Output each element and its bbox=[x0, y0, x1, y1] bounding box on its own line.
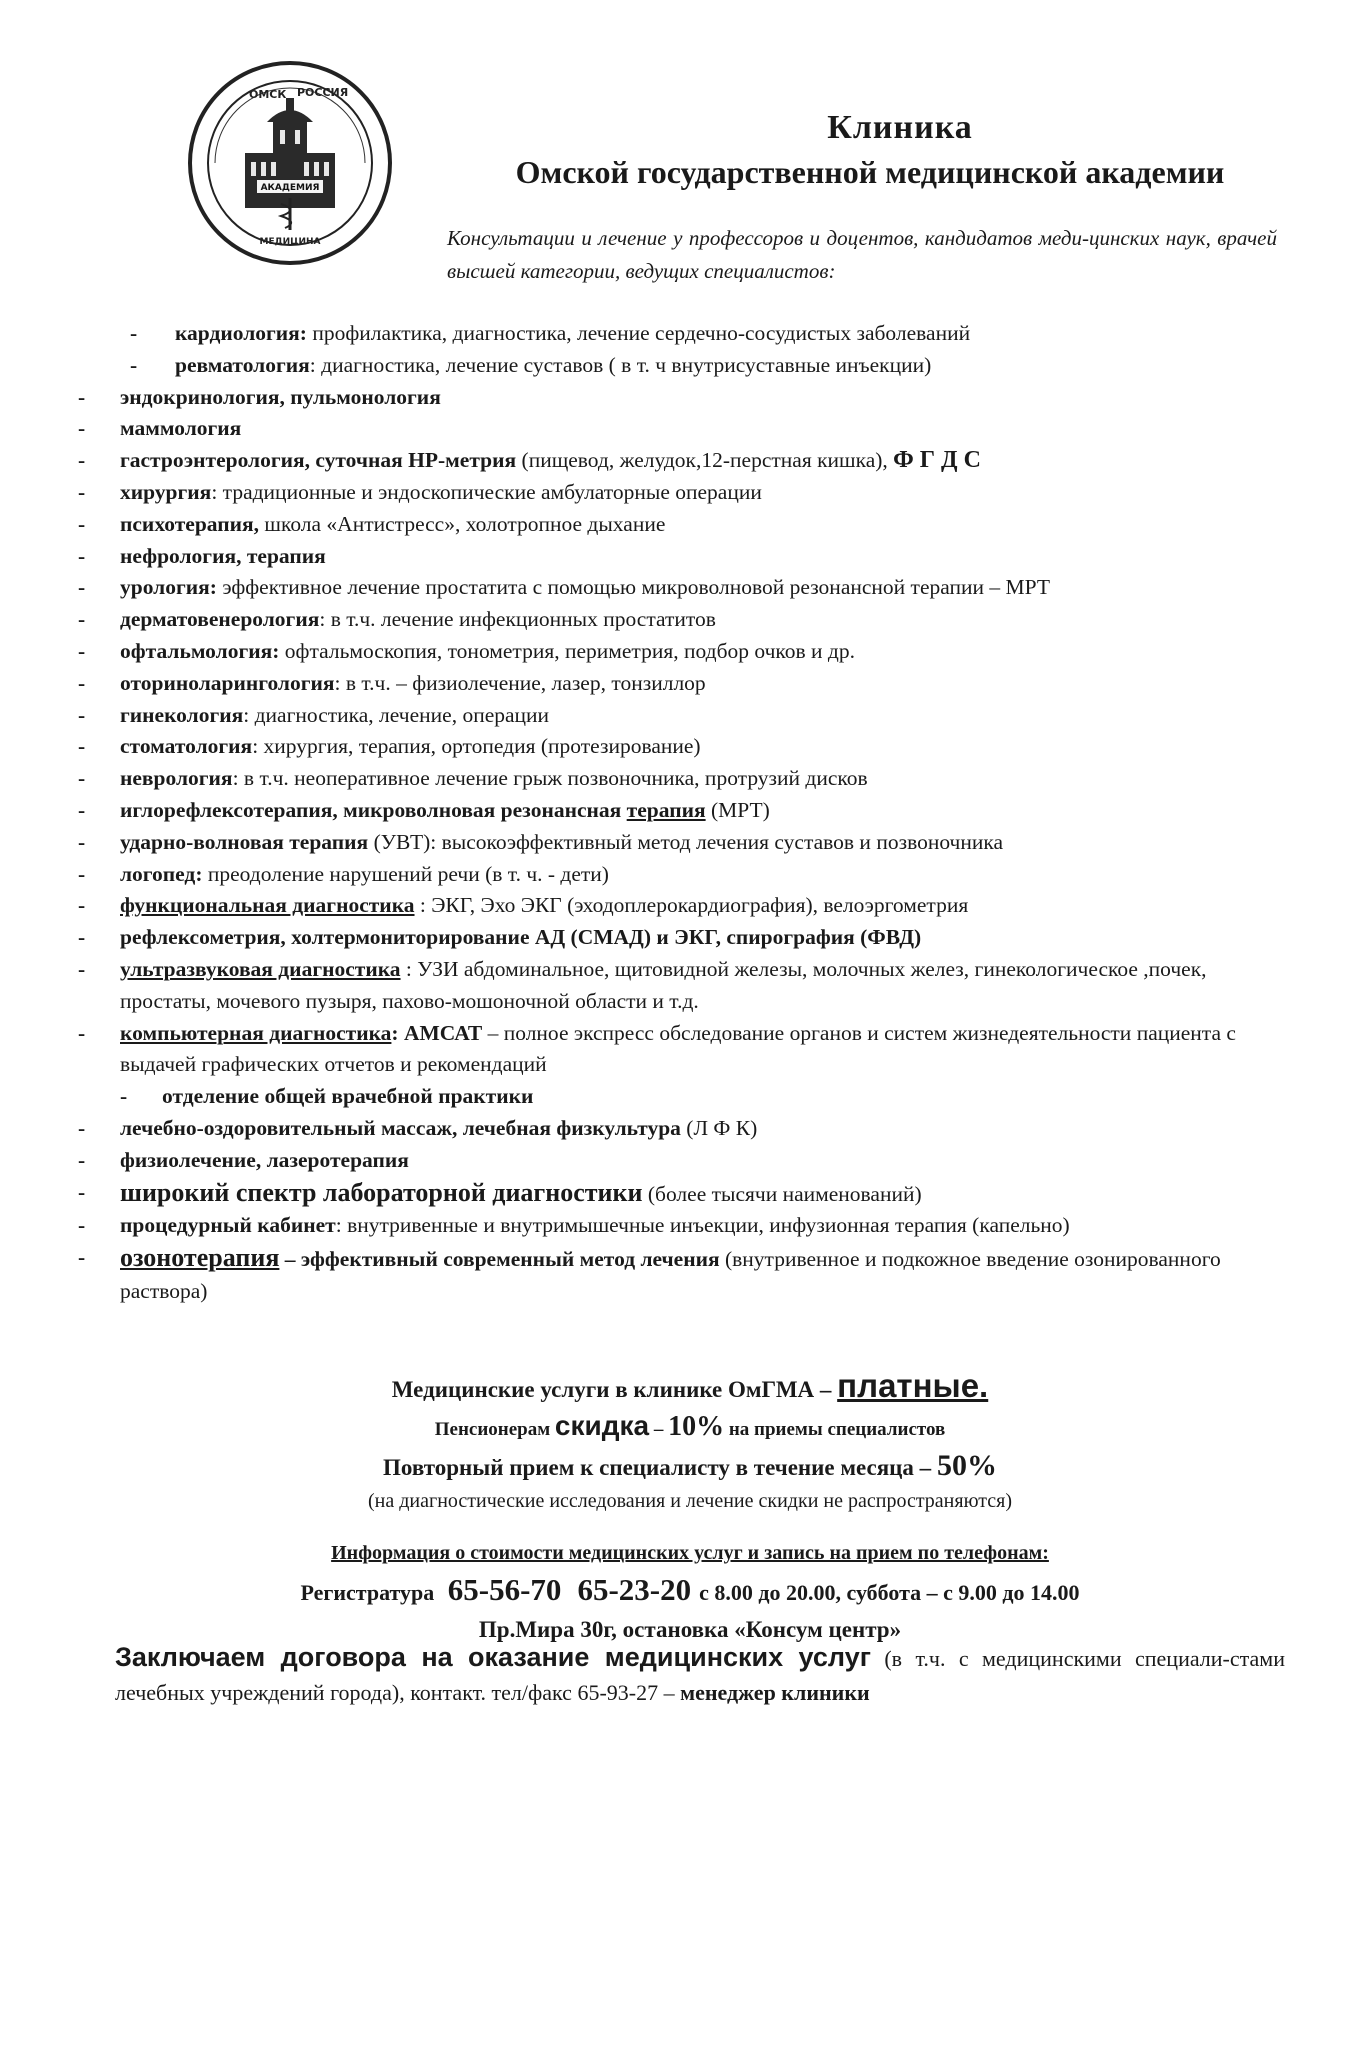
svg-text:РОССИЯ: РОССИЯ bbox=[297, 86, 349, 99]
list-item-gastroenterology: - гастроэнтерология, суточная НР-метрия (пищевод, желудок,12-перстная кишка), Ф Г Д С bbox=[78, 447, 981, 474]
repeat-visit-line: Повторный прием к специалисту в течение месяца – 50% bbox=[383, 1449, 997, 1482]
phone-number: 65-23-20 bbox=[577, 1572, 692, 1607]
list-item-psychotherapy: - психотерапия, школа «Антистресс», холотропное дыхание bbox=[78, 511, 666, 536]
clinic-subtitle: Омской государственной медицинской академии bbox=[515, 154, 1225, 190]
info-heading: Информация о стоимости медицинских услуг и запись на прием по телефонам: bbox=[331, 1542, 1049, 1564]
list-item-shockwave: - ударно-волновая терапия (УВТ): высокоэффективный метод лечения суставов и позвоночника bbox=[78, 829, 1004, 854]
list-item-physiotherapy: - физиолечение, лазеротерапия bbox=[78, 1147, 409, 1172]
list-item-rheumatology: - ревматология: диагностика, лечение суставов ( в т. ч внутрисуставные инъекции) bbox=[130, 352, 932, 377]
list-item-cardiology: - кардиология: профилактика, диагностика, лечение сердечно-сосудистых заболеваний bbox=[130, 321, 971, 345]
list-item-speech-therapist: - логопед: преодоление нарушений речи (в т. ч. - дети) bbox=[78, 861, 609, 886]
list-item-functional-diagnostics: - функциональная диагностика : ЭКГ, Эхо ЭКГ (эходоплерокардиография), велоэргометрия bbox=[78, 893, 969, 918]
list-item-massage: - лечебно-оздоровительный массаж, лечебная физкультура (Л Ф К) bbox=[78, 1115, 758, 1140]
list-item-reflexometry: - рефлексометрия, холтермониторирование АД (СМАД) и ЭКГ, спирография (ФВД) bbox=[78, 925, 922, 950]
registry-line: Регистратура 65-56-70 65-23-20 с 8.00 до 20.00, суббота – с 9.00 до 14.00 bbox=[300, 1572, 1080, 1607]
list-item-procedure-room: - процедурный кабинет: внутривенные и внутримышечные инъекции, инфузионная терапия (капельно) bbox=[78, 1213, 1070, 1238]
svg-text:ОМСК: ОМСК bbox=[249, 88, 287, 101]
list-item-urology: - урология: эффективное лечение простатита с помощью микроволновой резонансной терапии – МРТ bbox=[78, 575, 1050, 600]
svg-text:МЕДИЦИНА: МЕДИЦИНА bbox=[259, 237, 321, 247]
discount-note: (на диагностические исследования и лечение скидки не распространяются) bbox=[368, 1490, 1012, 1512]
address-line: Пр.Мира 30г, остановка «Консум центр» bbox=[478, 1617, 902, 1642]
pensioner-discount-line: Пенсионерам скидка – 10% на приемы специалистов bbox=[434, 1410, 946, 1442]
list-item-computer-diagnostics: - компьютерная диагностика: АМСАТ – полное экспресс обследование органов и систем жизнедеятельности пациента с выдачей графических отчетов и рекомендаций bbox=[78, 1020, 1236, 1077]
list-item-ozone-therapy: - озонотерапия – эффективный современный метод лечения (внутривенное и подкожное введение озонированного раствора) bbox=[78, 1243, 1221, 1303]
list-item-nephrology: - нефрология, терапия bbox=[78, 543, 326, 568]
list-item-dentistry: - стоматология: хирургия, терапия, ортопедия (протезирование) bbox=[78, 734, 701, 759]
clinic-title: Клиника bbox=[827, 109, 973, 146]
list-item-laboratory: - широкий спектр лабораторной диагностики (более тысячи наименований) bbox=[78, 1177, 922, 1207]
phone-number: 65-56-70 bbox=[447, 1572, 562, 1607]
clinic-description: Консультации и лечение у профессоров и доцентов, кандидатов меди-цинских наук, врачей высшей категории, ведущих специалистов: bbox=[447, 226, 1277, 283]
list-item-surgery: - хирургия: традиционные и эндоскопические амбулаторные операции bbox=[78, 479, 762, 504]
footer bbox=[90, 1368, 1290, 1647]
list-item-gynecology: - гинекология: диагностика, лечение, операции bbox=[78, 702, 550, 727]
header bbox=[440, 108, 1300, 192]
svg-text:АКАДЕМИЯ: АКАДЕМИЯ bbox=[260, 183, 320, 193]
list-item-endocrinology: - эндокринология, пульмонология bbox=[78, 384, 441, 409]
list-item-general-practice: - отделение общей врачебной практики bbox=[120, 1084, 534, 1109]
list-item-mammology: - маммология bbox=[78, 416, 242, 441]
contract-paragraph: Заключаем договора на оказание медицинских услуг (в т.ч. с медицинскими специали-стами лечебных учреждений города), контакт. тел/факс 65-93-27 – менеджер клиники bbox=[115, 1642, 1285, 1705]
list-item-neurology: - неврология: в т.ч. неоперативное лечение грыж позвоночника, протрузий дисков bbox=[78, 766, 868, 791]
list-item-dermatology: - дерматовенерология: в т.ч. лечение инфекционных простатитов bbox=[78, 607, 716, 632]
list-item-otolaryngology: - оториноларингология: в т.ч. – физиолечение, лазер, тонзиллор bbox=[78, 670, 706, 695]
services-list bbox=[70, 318, 1300, 1308]
list-item-ultrasound: - ультразвуковая диагностика : УЗИ абдоминальное, щитовидной железы, молочных желез, гинекологическое ,почек, простаты, мочевого пузыря, пахово-мошоночной области и т.д. bbox=[78, 956, 1207, 1013]
list-item-acupuncture: - иглорефлексотерапия, микроволновая резонансная терапия (МРТ) bbox=[78, 797, 770, 822]
paid-services-line: Медицинские услуги в клинике ОмГМА – платные. bbox=[391, 1367, 989, 1404]
academy-logo bbox=[185, 58, 395, 268]
list-item-ophthalmology: - офтальмология: офтальмоскопия, тонометрия, периметрия, подбор очков и др. bbox=[78, 638, 855, 663]
